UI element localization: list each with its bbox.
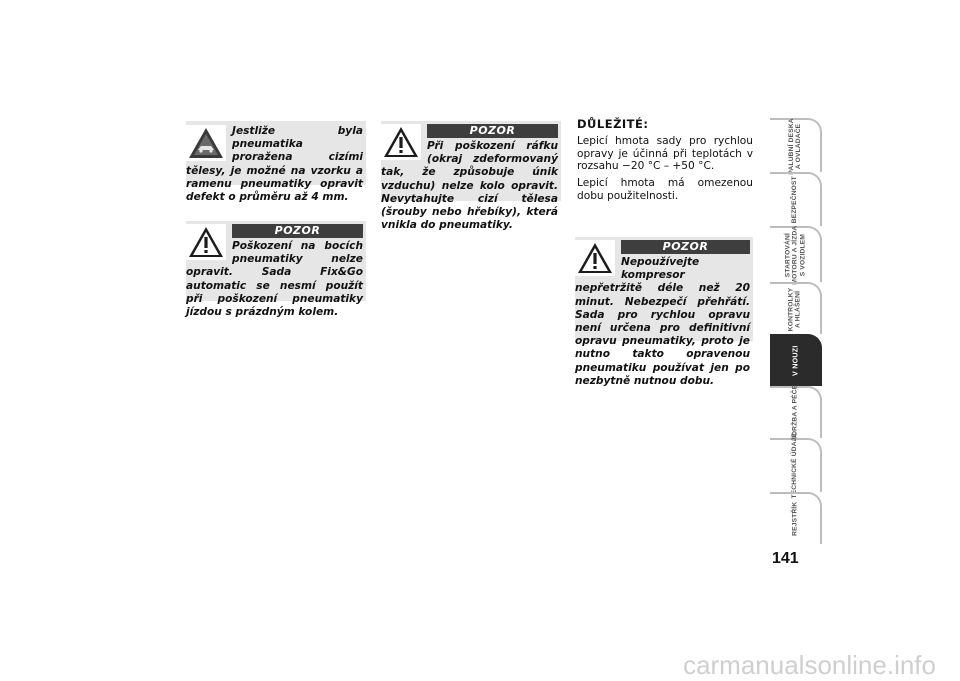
warning-text: Při poškození ráfku (okraj zdeformovaný tak, že způsobuje únik vzduchu) nelze kolo opravit. Nevytahujte cizí tělesa (šrouby nebo hřebíky), která vnikla do pneumatiky. [381,140,558,232]
warning-label: POZOR [232,224,363,238]
warning-label: POZOR [621,240,750,254]
note-box [186,121,366,204]
tab-palubni-deska[interactable]: PALUBNÍ DESKA A OVLADAČE [770,118,822,172]
tab-rejstrik[interactable]: REJSTŘÍK [770,492,822,544]
warning-text: Nepoužívejte kompresor nepřetržitě déle než 20 minut. Nebezpečí přehřátí. Sada pro rychlou opravu není určena pro definitivní opravu pneumatiky, proto je nutno takto opravenou pneumatiku používat jen po nezbytně nutnou dobu. [575,256,750,387]
warning-triangle-icon [186,224,226,260]
important-section [577,118,753,207]
page-number: 141 [772,550,799,567]
watermark-text: carmanualsonline.info [683,650,936,680]
tab-udrzba[interactable]: ÚDRŽBA A PÉČE [770,386,822,438]
important-paragraph: Lepicí hmota má omezenou dobu použitelnosti. [577,177,753,202]
watermark [0,648,960,679]
tab-technicke-udaje[interactable]: TECHNICKÉ ÚDAJE [770,438,822,492]
tab-kontrolky[interactable]: KONTROLKY A HLÁŠENÍ [770,282,822,334]
tab-bezpecnost[interactable]: BEZPEČNOST [770,172,822,226]
warning-triangle-icon [575,240,615,276]
important-paragraph: Lepicí hmota sady pro rychlou opravy je účinná při teplotách v rozsahu −20 °C – +50 °C. [577,134,753,173]
tab-startovani[interactable]: STARTOVÁNÍ MOTORU A JÍZDA S VOZIDLEM [770,226,822,282]
important-heading: DŮLEŽITÉ: [577,117,649,131]
warning-triangle-icon [381,124,421,160]
note-text: Jestliže byla pneumatika proražena cizími tělesy, je možné na vzorku a ramenu pneumatiky opravit defekt o průměru až 4 mm. [186,125,363,204]
warning-label: POZOR [427,124,558,138]
tab-v-nouzi[interactable]: V NOUZI [770,334,822,386]
warning-box [186,221,366,319]
warning-box [575,237,753,387]
car-on-road-icon [186,125,226,161]
warning-box [381,121,561,232]
warning-text: Poškození na bocích pneumatiky nelze opravit. Sada Fix&Go automatic se nesmí použít při poškození pneumatiky jízdou s prázdným kolem. [186,240,363,319]
